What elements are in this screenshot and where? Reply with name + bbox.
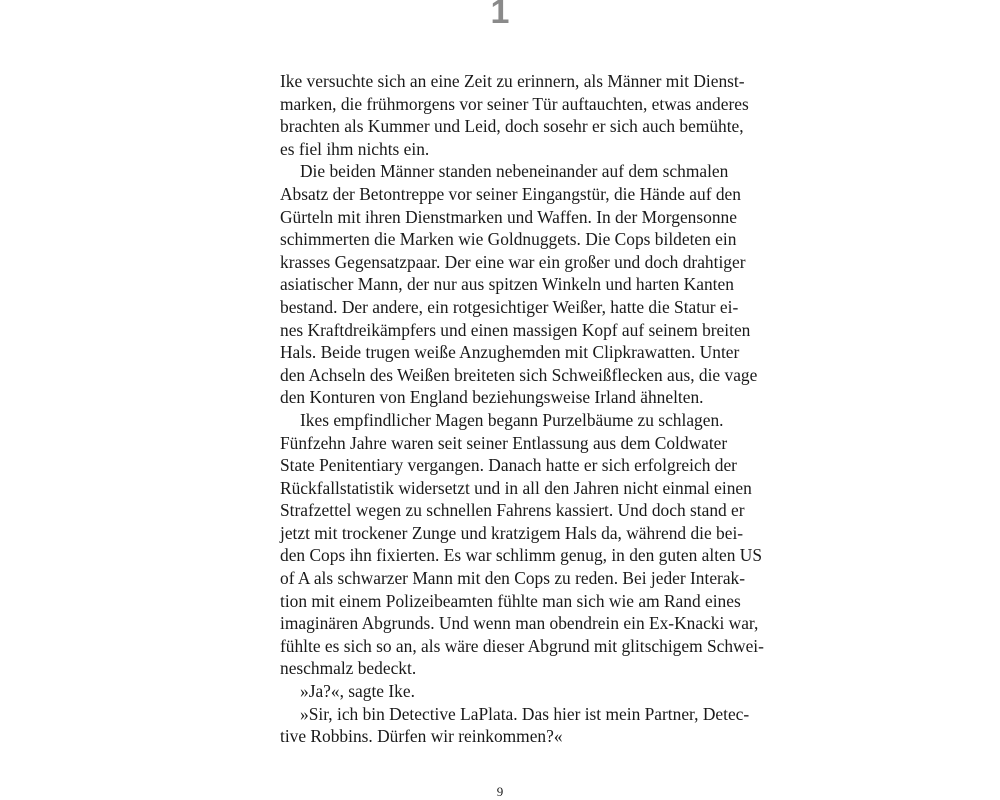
text-line: brachten als Kummer und Leid, doch sosehr er sich auch bemühte, (280, 116, 744, 137)
text-line: nes Kraftdreikämpfers und einen massigen Kopf auf seinem breiten (280, 319, 751, 340)
paragraph (280, 70, 749, 160)
text-line: asiatischer Mann, der nur aus spitzen Winkeln und harten Kanten (280, 274, 734, 295)
text-line: neschmalz bedeckt. (280, 658, 417, 679)
text-line: den Achseln des Weißen breiteten sich Schweißflecken aus, die vage (280, 364, 758, 385)
text-line: Rückfallstatistik widersetzt und in all den Jahren nicht einmal einen (280, 477, 752, 498)
text-line: marken, die frühmorgens vor seiner Tür auftauchten, etwas anderes (280, 93, 749, 114)
text-line: den Konturen von England beziehungsweise Irland ähnelten. (280, 387, 704, 408)
text-line: es fiel ihm nichts ein. (280, 138, 430, 159)
text-line: Hals. Beide trugen weiße Anzughemden mit Clipkrawatten. Unter (280, 342, 740, 363)
paragraph (280, 703, 750, 748)
text-line: Absatz der Betontreppe vor seiner Eingangstür, die Hände auf den (280, 183, 741, 204)
text-line: Gürteln mit ihren Dienstmarken und Waffen. In der Morgensonne (280, 206, 737, 227)
text-line: jetzt mit trockener Zunge und kratzigem Hals da, während die bei- (280, 522, 744, 543)
text-line: Die beiden Männer standen nebeneinander auf dem schmalen (300, 161, 729, 182)
text-line: den Cops ihn fixierten. Es war schlimm genug, in den guten alten US (280, 545, 763, 566)
chapter-number: 1 (490, 0, 510, 31)
text-line: »Ja?«, sagte Ike. (300, 681, 415, 702)
paragraph (280, 409, 764, 680)
text-line: Strafzettel wegen zu schnellen Fahrens kassiert. Und doch stand er (280, 500, 745, 521)
text-line: »Sir, ich bin Detective LaPlata. Das hier ist mein Partner, Detec- (300, 703, 750, 724)
page-number: 9 (496, 784, 504, 799)
text-line: schimmerten die Marken wie Goldnuggets. Die Cops bildeten ein (280, 229, 737, 250)
text-line: imaginären Abgrunds. Und wenn man obendrein ein Ex-Knacki war, (280, 613, 759, 634)
text-line: krasses Gegensatzpaar. Der eine war ein großer und doch drahtiger (280, 251, 746, 272)
text-line: bestand. Der andere, ein rotgesichtiger Weißer, hatte die Statur ei- (280, 296, 739, 317)
body-text (280, 70, 764, 748)
text-line: Fünfzehn Jahre waren seit seiner Entlassung aus dem Coldwater (280, 432, 728, 453)
text-line: Ike versuchte sich an eine Zeit zu erinnern, als Männer mit Dienst- (280, 71, 745, 91)
text-line: of A als schwarzer Mann mit den Cops zu reden. Bei jeder Interak- (280, 568, 746, 589)
paragraph (280, 160, 758, 409)
text-line: tion mit einem Polizeibeamten fühlte man sich wie am Rand eines (280, 590, 741, 611)
text-line: Ikes empfindlicher Magen begann Purzelbäume zu schlagen. (300, 409, 724, 430)
text-line: tive Robbins. Dürfen wir reinkommen?« (280, 726, 563, 747)
text-line: fühlte es sich so an, als wäre dieser Abgrund mit glitschigem Schwei- (280, 635, 764, 656)
text-line: State Penitentiary vergangen. Danach hatte er sich erfolgreich der (280, 455, 737, 476)
paragraph (280, 680, 722, 703)
